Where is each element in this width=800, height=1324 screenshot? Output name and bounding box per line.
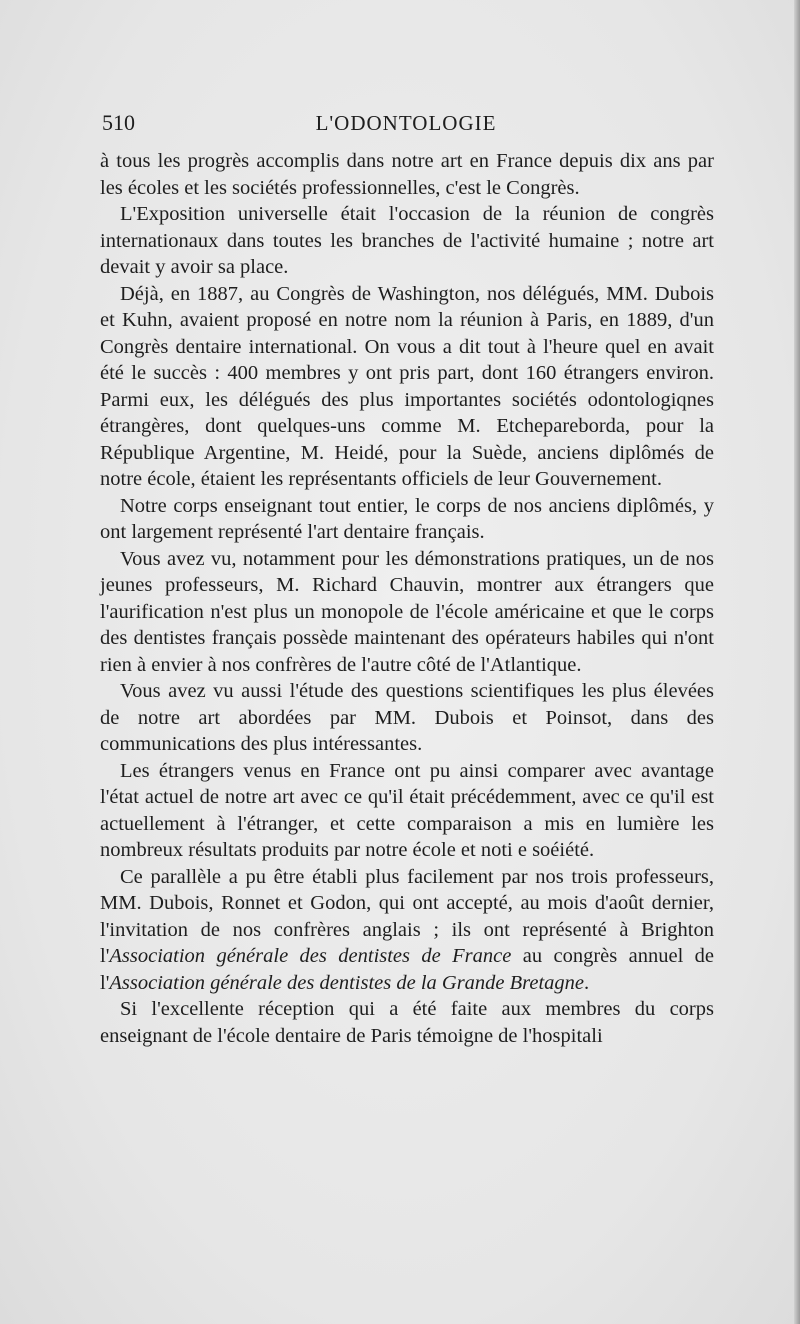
paragraph-text: . <box>584 971 590 994</box>
paragraph <box>100 864 714 997</box>
paragraph: Si l'excellente réception qui a été faite aux membres du corps enseignant de l'école dentaire de Paris témoigne de l'hospitali <box>100 998 714 1047</box>
running-title: L'ODONTOLOGIE <box>315 111 497 135</box>
paragraph: L'Exposition universelle était l'occasion de la réunion de congrès internationaux dans toutes les branches de l'activité humaine ; notre art devait y avoir sa place. <box>100 203 714 278</box>
body-text <box>100 148 714 1049</box>
italic-name: Association générale des dentistes de la Grande Bretagne <box>109 971 585 994</box>
paragraph: Déjà, en 1887, au Congrès de Washington, nos délégués, MM. Dubois et Kuhn, avaient proposé en notre nom la réunion à Paris, en 1889, d'un Congrès dentaire international. On vous a dit tout à l'heure quel en avait été le succès : 400 membres y ont pris part, dont 160 étrangers environ. Parmi eux, les délégués des plus importantes sociétés odontologiqnes étrangères, dont quelques-uns comme M. Etchepareborda, pour la République Argentine, M. Heidé, pour la Suède, anciens diplômés de notre école, étaient les représentants officiels de leur Gouvernement. <box>100 282 714 490</box>
paragraph: Notre corps enseignant tout entier, le corps de nos anciens diplômés, y ont largement représenté l'art dentaire français. <box>100 494 714 543</box>
paragraph-text: au congrès annuel de l' <box>100 945 714 994</box>
paragraph: Vous avez vu, notamment pour les démonstrations pratiques, un de nos jeunes professeurs, M. Richard Chauvin, montrer aux étrangers que l'aurification n'est plus un monopole de l'école américaine et que le corps des dentistes français possède maintenant des opérateurs habiles qui n'ont rien à envier à nos confrères de l'autre côté de l'Atlantique. <box>100 547 714 676</box>
page-edge-shadow <box>794 0 800 1324</box>
paragraph: Vous avez vu aussi l'étude des questions scientifiques les plus élevées de notre art abordées par MM. Dubois et Poinsot, dans des communications des plus intéressantes. <box>100 680 714 755</box>
italic-name: Association générale des dentistes de France <box>109 945 512 967</box>
page-header <box>100 106 712 140</box>
paragraph: Les étrangers venus en France ont pu ainsi comparer avec avantage l'état actuel de notre art avec ce qu'il était précédemment, avec ce qu'il est actuellement à l'étranger, et cette comparaison a mis en lumière les nombreux résultats produits par notre école et noti e soéiété. <box>100 759 714 861</box>
paragraph-text: Ce parallèle a pu être établi plus facilement par nos trois professeurs, MM. Dubois, Ronnet et Godon, qui ont accepté, au mois d'août dernier, l'invitation de nos confrères anglais ; ils ont représenté à Brighton l' <box>100 865 714 967</box>
page-number: 510 <box>102 110 135 135</box>
paragraph: à tous les progrès accomplis dans notre art en France depuis dix ans par les écoles et les sociétés professionnelles, c'est le Congrès. <box>100 150 714 199</box>
